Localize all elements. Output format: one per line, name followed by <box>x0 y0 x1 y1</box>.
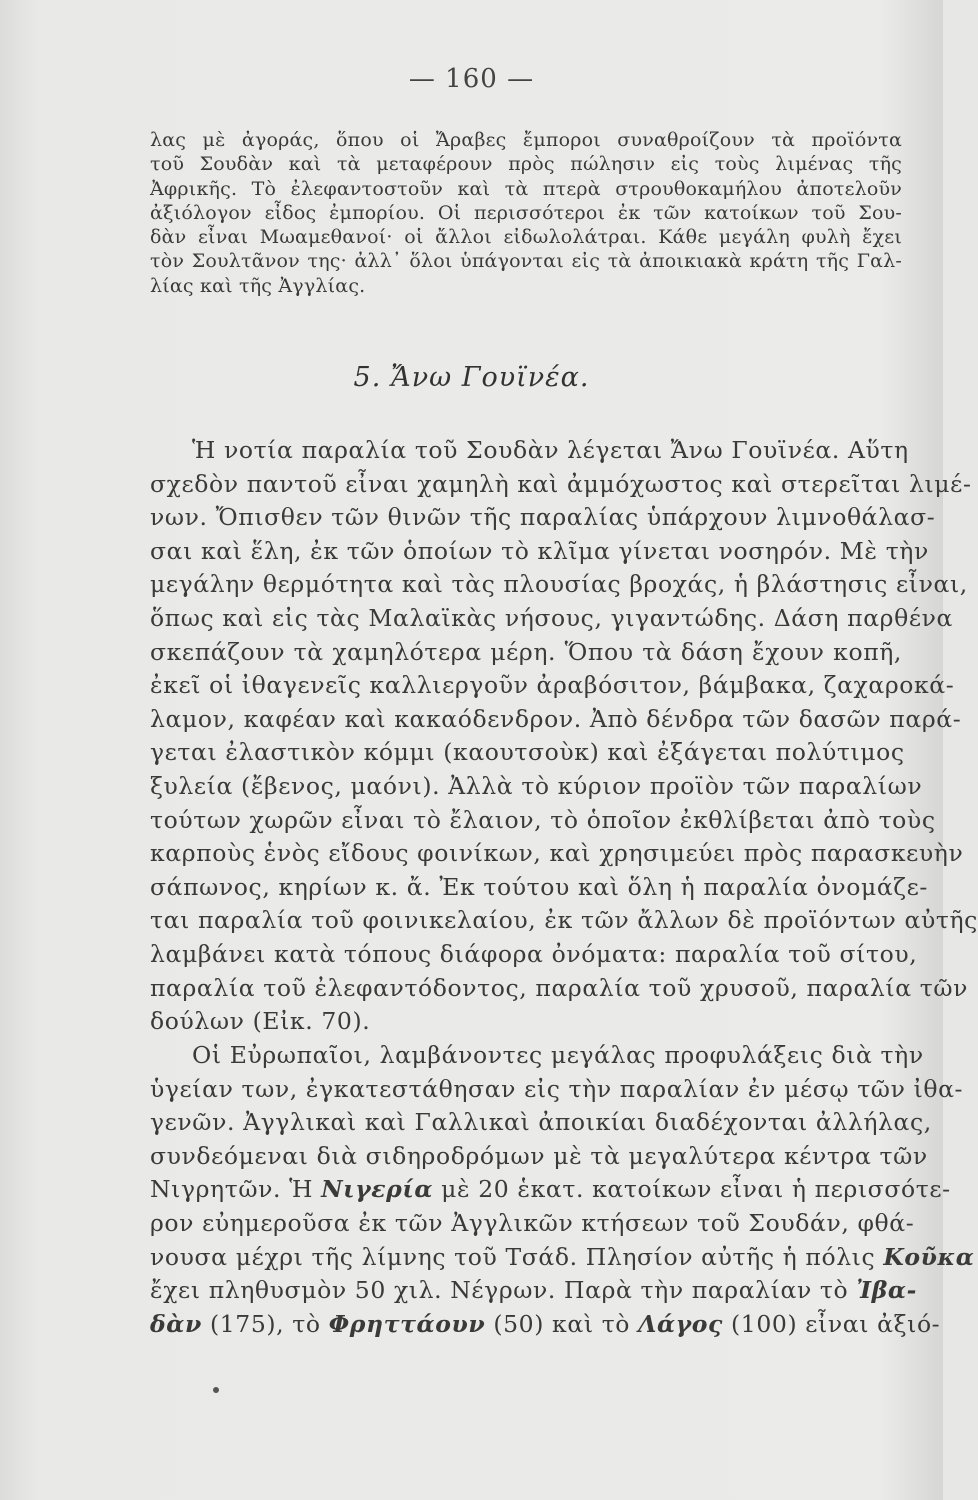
text-line: λίας καὶ τῆς Ἀγγλίας. <box>150 274 366 297</box>
text-run: (100) εἶναι ἀξιό- <box>722 1309 941 1338</box>
text-line: ἀξιόλογον εἶδος ἐμπορίου. Οἱ περισσότεροι ἐκ τῶν κατοίκων τοῦ Σου- <box>150 201 902 224</box>
paragraph-1 <box>150 434 978 1039</box>
text-line <box>150 1308 941 1342</box>
text-line: παραλία τοῦ ἐλεφαντόδοντος, παραλία τοῦ χρυσοῦ, παραλία τῶν <box>150 973 969 1002</box>
text-line: δούλων (Εἰκ. 70). <box>150 1007 371 1036</box>
text-line: δὰν εἶναι Μωαμεθανοί· οἱ ἄλλοι εἰδωλολάτραι. Κάθε μεγάλη φυλὴ ἔχει <box>150 226 902 249</box>
text-line <box>150 1274 917 1308</box>
text-line: ξυλεία (ἔβενος, μαόνι). Ἀλλὰ τὸ κύριον προϊὸν τῶν παραλίων <box>150 771 923 800</box>
text-line: Ἀφρικῆς. Τὸ ἐλεφαντοστοῦν καὶ τὰ πτερὰ στρουθοκαμήλου ἀποτελοῦν <box>150 177 902 200</box>
paragraph-2 <box>150 1039 975 1341</box>
text-line: σχεδὸν παντοῦ εἶναι χαμηλὴ καὶ ἀμμόχωστος καὶ στερεῖται λιμέ- <box>150 469 972 498</box>
text-line <box>150 1173 951 1207</box>
text-line: Ἡ νοτία παραλία τοῦ Σουδὰν λέγεται Ἄνω Γουϊνέα. Αὕτη <box>192 436 909 464</box>
text-line: ἐκεῖ οἱ ἰθαγενεῖς καλλιεργοῦν ἀραβόσιτον, βάμβακα, ζαχαροκά- <box>150 671 955 700</box>
text-line: σάπωνος, κηρίων κ. ἄ. Ἐκ τούτου καὶ ὅλη ἡ παραλία ὀνομάζε- <box>150 872 928 901</box>
text-line: τούτων χωρῶν εἶναι τὸ ἔλαιον, τὸ ὁποῖον ἐκθλίβεται ἀπὸ τοὺς <box>150 805 936 834</box>
text-line: μεγάλην θερμότητα καὶ τὰς πλουσίας βροχάς, ἡ βλάστησις εἶναι, <box>150 570 968 599</box>
text-line: λαμβάνει κατὰ τόπους διάφορα ὀνόματα: παραλία τοῦ σίτου, <box>150 939 918 968</box>
place-name-nigeria: Νιγερία <box>321 1175 434 1204</box>
text-run: (50) καὶ τὸ <box>485 1309 639 1338</box>
page-number: — 160 — <box>408 64 535 94</box>
text-line: συνδεόμεναι διὰ σιδηροδρόμων μὲ τὰ μεγαλύτερα κέντρα τῶν <box>150 1141 928 1170</box>
place-name-kouka: Κοῦκα <box>883 1242 975 1271</box>
text-line: τοῦ Σουδὰν καὶ τὰ μεταφέρουν πρὸς πώλησιν εἰς τοὺς λιμένας τῆς <box>150 153 902 176</box>
text-run: (175), τὸ <box>201 1309 329 1338</box>
text-run: νουσα μέχρι τῆς λίμνης τοῦ Τσάδ. Πλησίον αὐτῆς ἡ πόλις <box>150 1242 884 1271</box>
ink-speck <box>213 1387 219 1393</box>
text-line: Οἱ Εὐρωπαῖοι, λαμβάνοντες μεγάλας προφυλάξεις διὰ τὴν <box>192 1041 924 1069</box>
text-line: ὅπως καὶ εἰς τὰς Μαλαϊκὰς νήσους, γιγαντώδης. Δάση παρθένα <box>150 603 953 632</box>
text-line: ὑγείαν των, ἐγκατεστάθησαν εἰς τὴν παραλίαν ἐν μέσῳ τῶν ἰθα- <box>150 1074 964 1103</box>
place-name-ibadan-part1: Ἰβα- <box>856 1276 917 1305</box>
text-line: γενῶν. Ἀγγλικαὶ καὶ Γαλλικαὶ ἀποικίαι διαδέχονται ἀλλήλας, <box>150 1108 932 1137</box>
text-run: μὲ 20 ἑκατ. κατοίκων εἶναι ἡ περισσότε- <box>433 1175 951 1204</box>
text-line: λας μὲ ἀγοράς, ὅπου οἱ Ἄραβες ἔμποροι συναθροίζουν τὰ προϊόντα <box>150 129 902 151</box>
text-run: ἔχει πληθυσμὸν 50 χιλ. Νέγρων. Παρὰ τὴν παραλίαν τὸ <box>150 1276 857 1305</box>
place-name-ibadan-part2: δὰν <box>150 1309 202 1338</box>
text-line: καρποὺς ἑνὸς εἴδους φοινίκων, καὶ χρησιμεύει πρὸς παρασκευὴν <box>150 839 964 868</box>
text-line: ται παραλία τοῦ φοινικελαίου, ἐκ τῶν ἄλλων δὲ προϊόντων αὐτῆς <box>150 906 978 935</box>
text-line <box>150 1241 975 1275</box>
section-heading: 5. Ἄνω Γουϊνέα. <box>353 362 590 393</box>
text-line: λαμον, καφέαν καὶ κακαόδενδρον. Ἀπὸ δένδρα τῶν δασῶν παρά- <box>150 704 962 733</box>
intro-paragraph <box>150 128 902 298</box>
text-line: γεται ἐλαστικὸν κόμμι (καουτσοὺκ) καὶ ἐξάγεται πολύτιμος <box>150 738 905 767</box>
text-line: σκεπάζουν τὰ χαμηλότερα μέρη. Ὅπου τὰ δάση ἔχουν κοπῆ, <box>150 637 902 666</box>
place-name-freetown: Φρηττάουν <box>328 1309 486 1338</box>
text-line: ρον εὐημεροῦσα ἐκ τῶν Ἀγγλικῶν κτήσεων τοῦ Σουδάν, φθά- <box>150 1208 915 1237</box>
text-line: σαι καὶ ἕλη, ἐκ τῶν ὁποίων τὸ κλῖμα γίνεται νοσηρόν. Μὲ τὴν <box>150 536 929 565</box>
text-line: νων. Ὄπισθεν τῶν θινῶν τῆς παραλίας ὑπάρχουν λιμνοθάλασ- <box>150 503 936 532</box>
text-line: τὸν Σουλτᾶνον της· ἀλλ᾽ ὅλοι ὑπάγονται εἰς τὰ ἀποικιακὰ κράτη τῆς Γαλ- <box>150 250 902 273</box>
place-name-lagos: Λάγος <box>638 1309 723 1338</box>
text-run: Νιγρητῶν. Ἡ <box>150 1175 322 1204</box>
